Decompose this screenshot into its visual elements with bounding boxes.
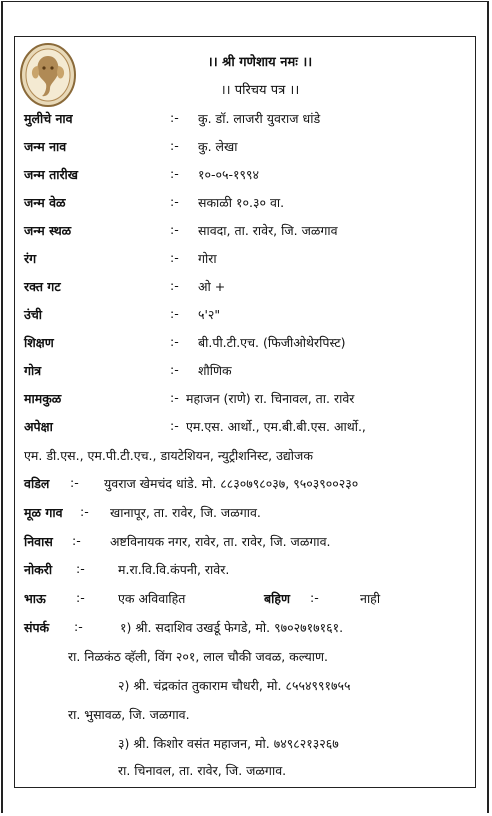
- field-sep: :-: [74, 619, 83, 634]
- field-label: मामकुळ: [24, 391, 62, 406]
- field-label: नोकरी: [24, 562, 53, 577]
- page-subtitle: ।। परिचय पत्र ।।: [220, 83, 300, 98]
- field-value: सकाळी १०.३० वा.: [198, 195, 285, 210]
- contact-line: रा. भुसावळ, जि. जळगाव.: [68, 707, 190, 722]
- page-title: ।। श्री गणेशाय नमः ।।: [207, 55, 313, 70]
- field-label: निवास: [24, 534, 53, 549]
- field-sep: :-: [170, 306, 179, 321]
- field-label: मुलीचे नाव: [24, 111, 73, 126]
- field-label: संपर्क: [24, 620, 50, 635]
- field-sep: :-: [72, 533, 81, 548]
- biodata-card: [14, 36, 476, 788]
- field-value: कु. लेखा: [198, 139, 238, 154]
- field-value: महाजन (राणे) रा. चिनावल, ता. रावेर: [186, 391, 355, 406]
- sister-value: नाही: [360, 591, 381, 606]
- field-sep: :-: [170, 334, 179, 349]
- field-label: जन्म स्थळ: [24, 223, 72, 238]
- field-value: एक अविवाहित: [118, 591, 186, 606]
- field-sep: :-: [76, 590, 85, 605]
- field-label: वडिल: [24, 476, 50, 491]
- field-sep: :-: [170, 222, 179, 237]
- ganesha-logo: [18, 42, 78, 108]
- field-value: १०-०५-१९९४: [198, 167, 260, 182]
- field-value: अष्टविनायक नगर, रावेर, ता. रावेर, जि. जळगाव.: [110, 534, 331, 549]
- field-label: अपेक्षा: [24, 419, 53, 434]
- field-value: खानापूर, ता. रावेर, जि. जळगाव.: [110, 505, 261, 520]
- field-sep: :-: [310, 590, 319, 605]
- field-value: बी.पी.टी.एच. (फिजीओथेरपिस्ट): [198, 335, 346, 350]
- contact-line: रा. चिनावल, ता. रावेर, जि. जळगाव.: [118, 763, 287, 778]
- contact-line: रा. निळकंठ व्हॅली, विंग २०१, लाल चौकी जवळ, कल्याण.: [68, 649, 328, 664]
- contact-line: २) श्री. चंद्रकांत तुकाराम चौधरी, मो. ८५५४९९१७५५: [118, 678, 351, 693]
- field-sep: :-: [170, 194, 179, 209]
- field-value: सावदा, ता. रावेर, जि. जळगाव: [198, 223, 338, 238]
- field-value: गोरा: [198, 251, 217, 266]
- field-value: ओ +: [198, 279, 226, 294]
- expectation-continuation: एम. डी.एस., एम.पी.टी.एच., डायटेशियन, न्युट्रीशनिस्ट, उद्योजक: [24, 448, 313, 463]
- field-value: कु. डॉ. लाजरी युवराज धांडे: [198, 111, 321, 126]
- field-value: शौणिक: [198, 363, 232, 378]
- field-value: म.रा.वि.वि.कंपनी, रावेर.: [118, 562, 230, 577]
- field-sep: :-: [170, 166, 179, 181]
- field-label: रंग: [24, 251, 37, 266]
- field-sep: :-: [170, 138, 179, 153]
- field-sep: :-: [170, 390, 179, 405]
- field-sep: :-: [170, 278, 179, 293]
- contact-line: ३) श्री. किशोर वसंत महाजन, मो. ७४९८२१३२६७: [118, 736, 339, 751]
- field-sep: :-: [76, 561, 85, 576]
- field-label: उंची: [24, 307, 43, 322]
- contact-line: १) श्री. सदाशिव उखर्डू फेगडे, मो. ९७०२७१७१६१.: [120, 620, 344, 635]
- field-label: भाऊ: [24, 591, 46, 606]
- field-label: गोत्र: [24, 363, 42, 378]
- field-value: एम.एस. आर्थो., एम.बी.बी.एस. आर्थो.,: [186, 419, 366, 434]
- field-sep: :-: [80, 504, 89, 519]
- field-label: जन्म नाव: [24, 139, 67, 154]
- field-label: जन्म तारीख: [24, 167, 79, 182]
- field-label: जन्म वेळ: [24, 195, 66, 210]
- field-label: शिक्षण: [24, 335, 54, 350]
- field-sep: :-: [170, 362, 179, 377]
- field-sep: :-: [170, 110, 179, 125]
- field-sep: :-: [70, 475, 79, 490]
- field-sep: :-: [170, 418, 179, 433]
- field-label: मूळ गाव: [24, 505, 63, 520]
- sister-label: बहिण: [264, 591, 291, 606]
- field-value: ५'२": [198, 307, 221, 322]
- field-sep: :-: [170, 250, 179, 265]
- field-label: रक्त गट: [24, 279, 61, 294]
- field-value: युवराज खेमचंद धांडे. मो. ८८३०७९८०३७, ९५०३९००२३०: [104, 476, 359, 491]
